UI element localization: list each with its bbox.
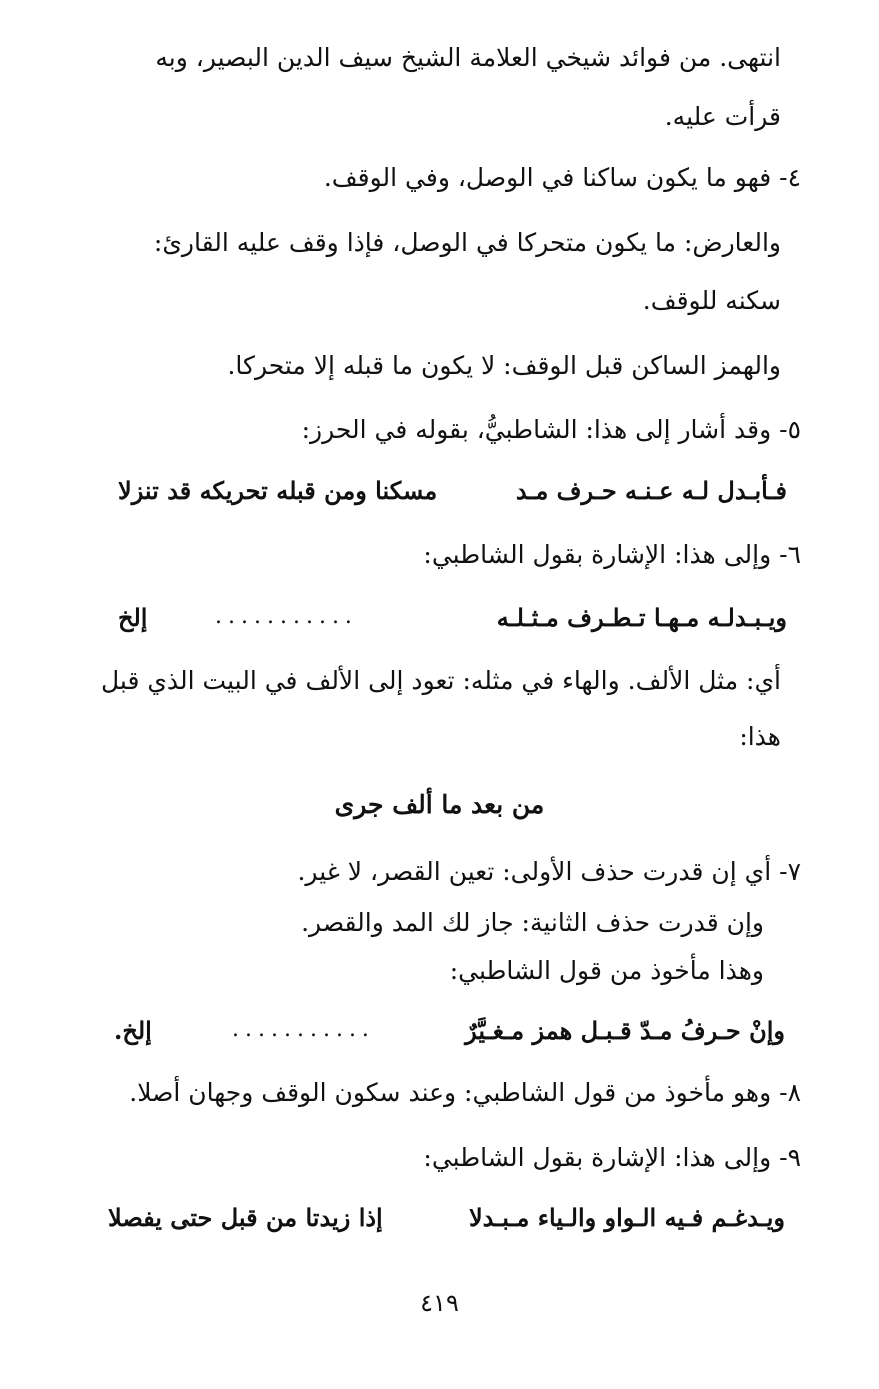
verse-4-first-hemistich: ويـدغـم فـيه الـواو والـياء مـبـدلا xyxy=(468,1203,785,1232)
verse-2-first-hemistich: ويـبـدلـه مـهـا تـطـرف مـثـلـه xyxy=(496,603,787,632)
note-8-line: ٨- وهو مأخوذ من قول الشاطبي: وعند سكون الوقف وجهان أصلا. xyxy=(129,1078,801,1107)
text-line: والهمز الساكن قبل الوقف: لا يكون ما قبله إلا متحركا. xyxy=(227,351,781,380)
text-line: انتهى. من فوائد شيخي العلامة الشيخ سيف الدين البصير، وبه xyxy=(155,43,781,72)
text-line: وهذا مأخوذ من قول الشاطبي: xyxy=(449,956,764,985)
note-7-line: ٧- أي إن قدرت حذف الأولى: تعين القصر، لا غير. xyxy=(297,857,801,886)
verse-1-second-hemistich: مسكنا ومن قبله تحريكه قد تنزلا xyxy=(118,476,438,505)
text-line: قرأت عليه. xyxy=(664,102,781,131)
note-5-line: ٥- وقد أشار إلى هذا: الشاطبيُّ، بقوله في الحرز: xyxy=(301,415,801,444)
text-line: والعارض: ما يكون متحركا في الوصل، فإذا وقف عليه القارئ: xyxy=(153,228,781,257)
text-line: أي: مثل الألف. والهاء في مثله: تعود إلى الألف في البيت الذي قبل xyxy=(100,666,781,695)
verse-1-first-hemistich: فـأبـدل لـه عـنـه حـرف مـد xyxy=(515,476,787,505)
verse-4-second-hemistich: إذا زيدتا من قبل حتى يفصلا xyxy=(108,1203,383,1232)
text-line: سكنه للوقف. xyxy=(642,286,781,315)
page-number: ٤١٩ xyxy=(420,1289,459,1317)
text-line: وإن قدرت حذف الثانية: جاز لك المد والقصر. xyxy=(301,908,764,937)
note-4-line: ٤- فهو ما يكون ساكنا في الوصل، وفي الوقف. xyxy=(323,163,801,192)
text-line: هذا: xyxy=(739,722,781,751)
verse-2-etc: إلخ xyxy=(118,603,148,632)
verse-3-first-hemistich: وإنْ حـرفُ مـدّ قـبـل همز مـغـيَّرٌ xyxy=(465,1016,785,1045)
note-6-line: ٦- وإلى هذا: الإشارة بقول الشاطبي: xyxy=(423,540,801,569)
note-9-line: ٩- وإلى هذا: الإشارة بقول الشاطبي: xyxy=(423,1143,801,1172)
verse-2-ellipsis: ........... xyxy=(215,604,358,629)
verse-3-ellipsis: ........... xyxy=(232,1017,375,1042)
verse-3-etc: إلخ. xyxy=(114,1016,152,1045)
centered-verse-fragment: من بعد ما ألف جرى xyxy=(334,790,545,819)
